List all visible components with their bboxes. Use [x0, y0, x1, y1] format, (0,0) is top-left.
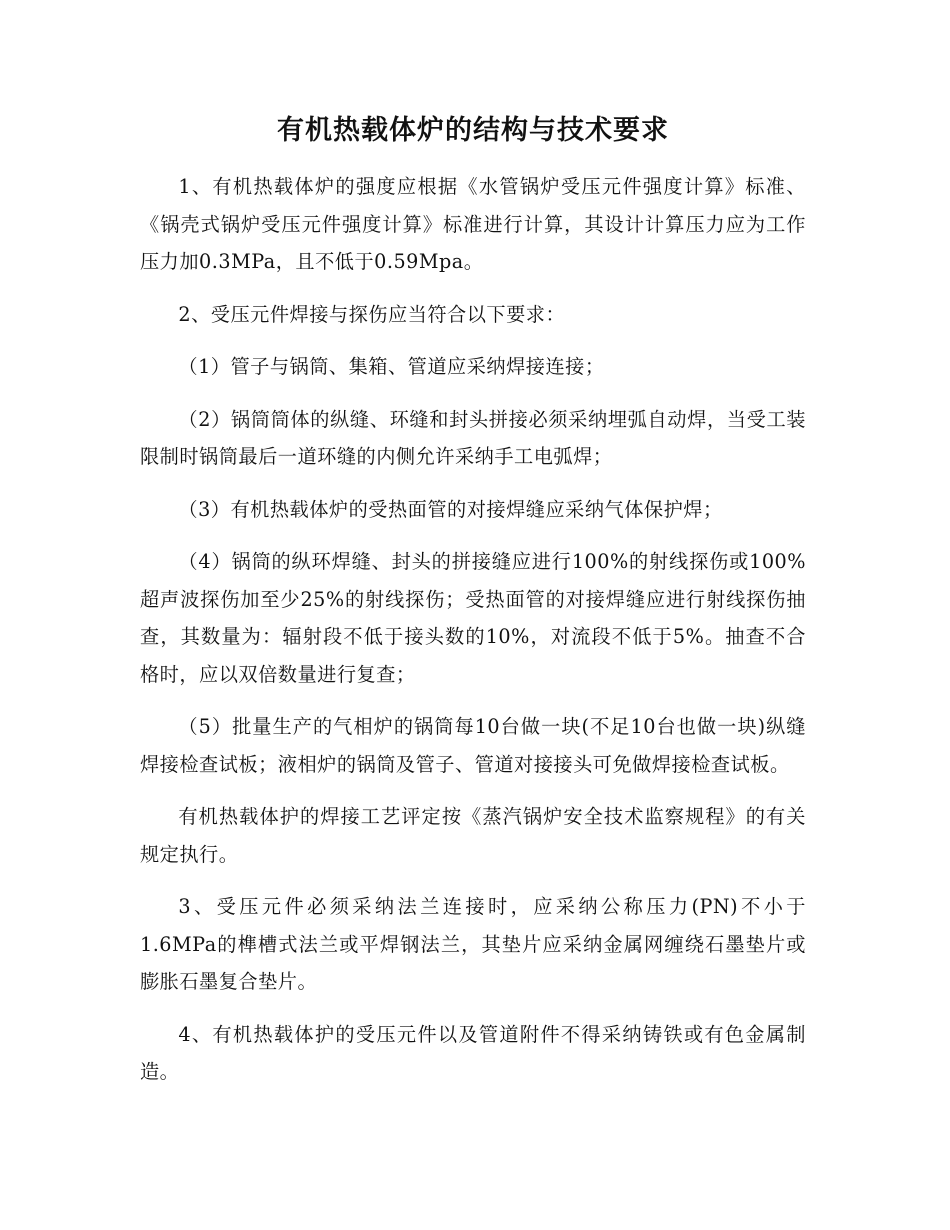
- paragraph-welding-requirements: 2、受压元件焊接与探伤应当符合以下要求：: [178, 302, 566, 326]
- document-title: 有机热载体炉的结构与技术要求: [277, 115, 669, 146]
- paragraph-material-restriction: 4、有机热载体护的受压元件以及管道附件不得采纳铸铁或有色金属制造。: [140, 1022, 806, 1083]
- paragraph-strength-calculation: 1、有机热载体炉的强度应根据《水管锅炉受压元件强度计算》标准、《锅壳式锅炉受压元件强度计算》标准进行计算，其设计计算压力应为工作压力加0.3MPa，且不低于0.59Mpa。: [140, 175, 806, 273]
- paragraph-item-2: （2）锅筒筒体的纵缝、环缝和封头拼接必须采纳埋弧自动焊，当受工装限制时锅筒最后一道环缝的内侧允许采纳手工电弧焊；: [140, 407, 806, 468]
- paragraph-item-5: （5）批量生产的气相炉的锅筒每10台做一块(不足10台也做一块)纵缝焊接检查试板；液相炉的锅筒及管子、管道对接接头可免做焊接检查试板。: [140, 715, 806, 776]
- document-page: [140, 112, 806, 1106]
- paragraph-item-3: （3）有机热载体炉的受热面管的对接焊缝应采纳气体保护焊；: [178, 497, 723, 521]
- paragraph-welding-procedure: 有机热载体护的焊接工艺评定按《蒸汽锅炉安全技术监察规程》的有关规定执行。: [140, 805, 806, 866]
- paragraph-item-4: （4）锅筒的纵环焊缝、封头的拼接缝应进行100%的射线探伤或100%超声波探伤加至少25%的射线探伤；受热面管的对接焊缝应进行射线探伤抽查，其数量为：辐射段不低于接头数的10%，对流段不低于5%。抽查不合格时，应以双倍数量进行复查；: [140, 550, 806, 686]
- paragraph-item-1: （1）管子与锅筒、集箱、管道应采纳焊接连接；: [178, 355, 605, 378]
- paragraph-flange-connection: 3、受压元件必须采纳法兰连接时，应采纳公称压力(PN)不小于1.6MPa的榫槽式法兰或平焊钢法兰，其垫片应采纳金属网缠绕石墨垫片或膨胀石墨复合垫片。: [140, 895, 806, 993]
